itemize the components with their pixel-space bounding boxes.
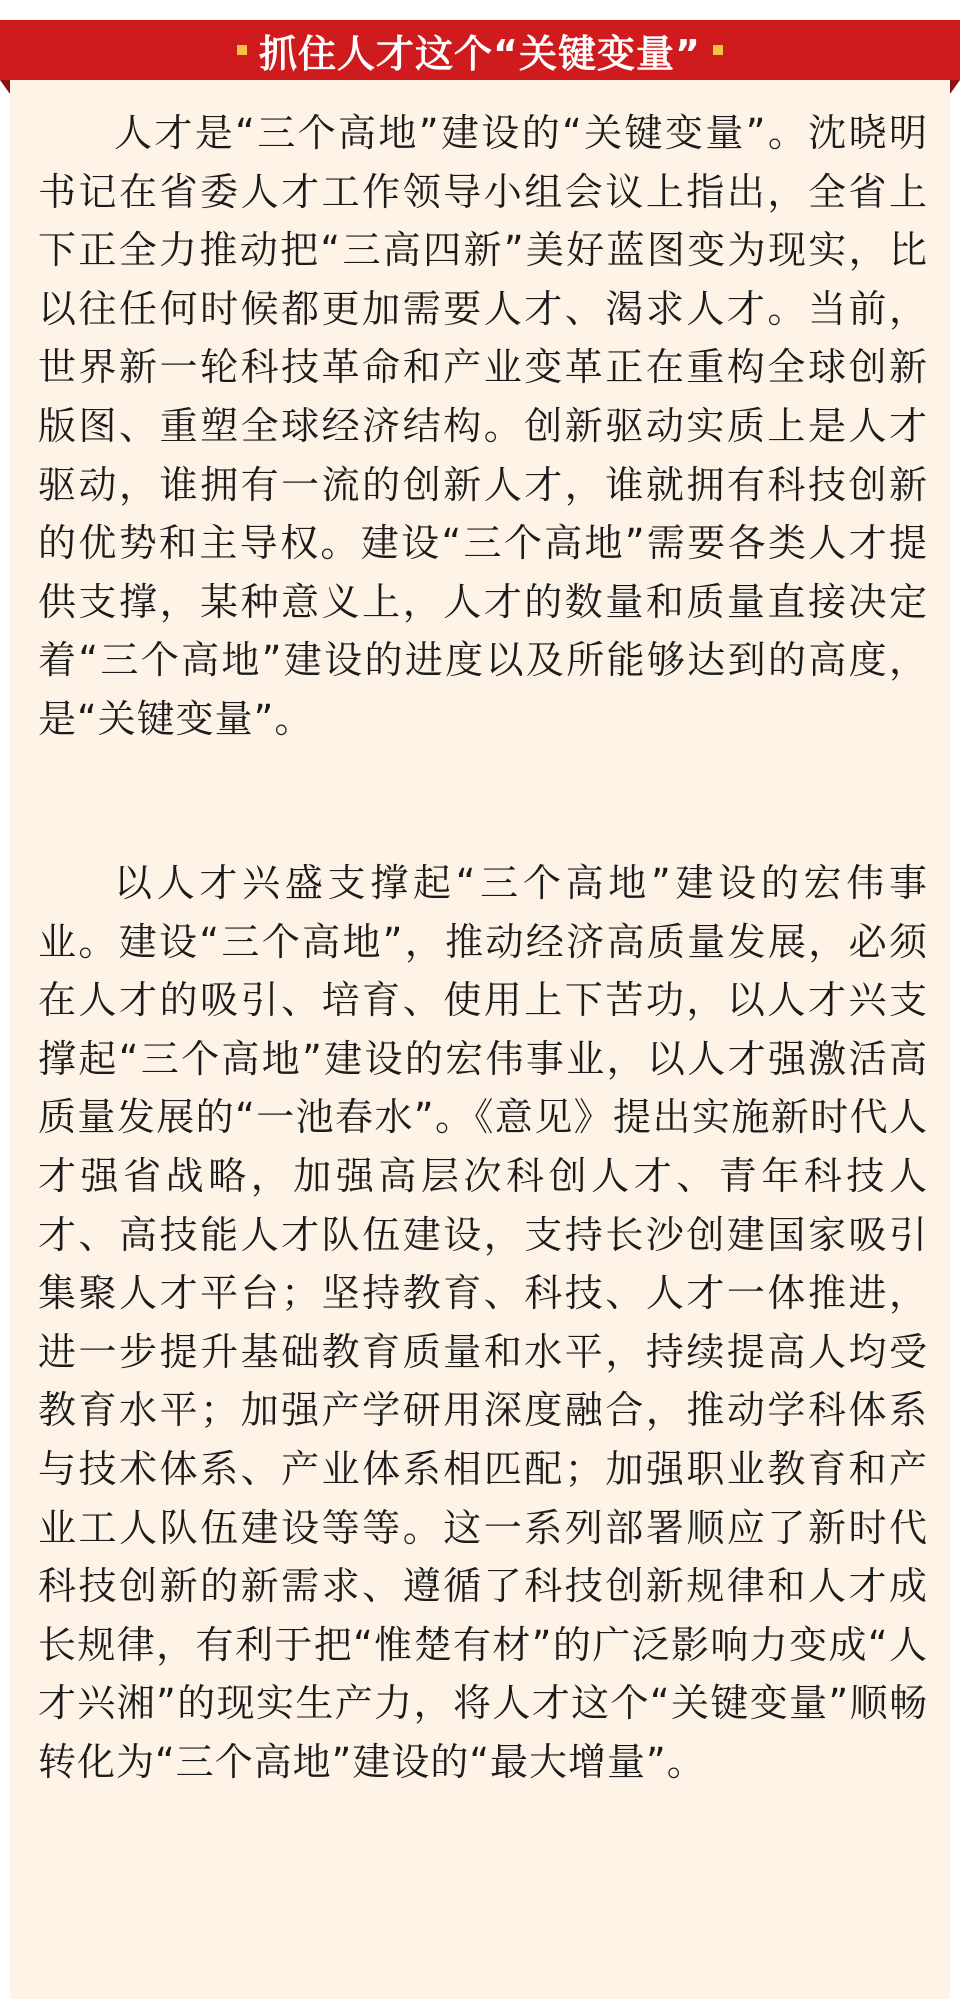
article-paragraph: 人才是“三个高地”建设的“关键变量”。沈晓明书记在省委人才工作领导小组会议上指出，全省上下正全力推动把“三高四新”美好蓝图变为现实，比以往任何时候都更加需要人才、渴求人才。当前，世界新一轮科技革命和产业变革正在重构全球创新版图、重塑全球经济结构。创新驱动实质上是人才驱动，谁拥有一流的创新人才，谁就拥有科技创新的优势和主导权。建设“三个高地”需要各类人才提供支撑，某种意义上，人才的数量和质量直接决定着“三个高地”建设的进度以及所能够达到的高度，是“关键变量”。 [38,111,928,741]
square-bullet-icon [713,45,723,55]
banner-fold-left [0,80,10,94]
square-bullet-icon [237,45,247,55]
article-paragraph: 以人才兴盛支撑起“三个高地”建设的宏伟事业。建设“三个高地”，推动经济高质量发展，必须在人才的吸引、培育、使用上下苦功，以人才兴支撑起“三个高地”建设的宏伟事业，以人才强激活高质量发展的“一池春水”。《意见》提出实施新时代人才强省战略，加强高层次科创人才、青年科技人才、高技能人才队伍建设，支持长沙创建国家吸引集聚人才平台；坚持教育、科技、人才一体推进，进一步提升基础教育质量和水平，持续提高人均受教育水平；加强产学研用深度融合，推动学科体系与技术体系、产业体系相匹配；加强职业教育和产业工人队伍建设等等。这一系列部署顺应了新时代科技创新的新需求、遵循了科技创新规律和人才成长规律，有利于把“惟楚有材”的广泛影响力变成“人才兴湘”的现实生产力，将人才这个“关键变量”顺畅转化为“三个高地”建设的“最大增量”。 [38,861,928,1784]
page-title: 抓住人才这个“关键变量” [259,31,701,76]
title-banner [0,20,960,80]
article-body [10,80,950,1999]
banner-fold-right [950,80,960,94]
